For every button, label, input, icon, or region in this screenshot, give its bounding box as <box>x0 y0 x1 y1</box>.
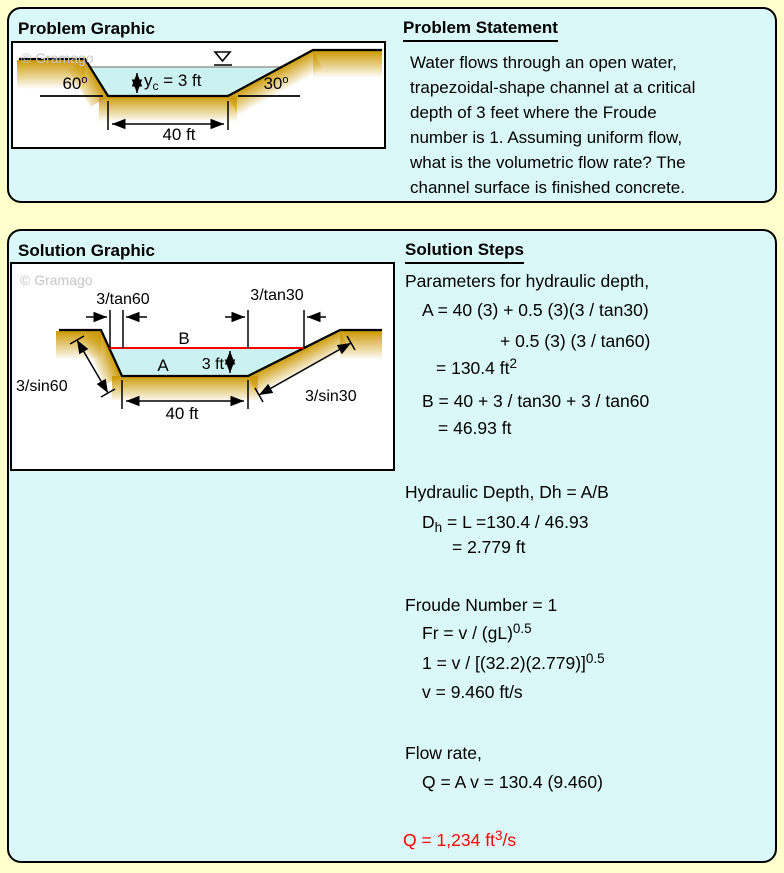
area-label: A <box>157 356 169 375</box>
solution-line: A = 40 (3) + 0.5 (3)(3 / tan30) <box>422 300 649 320</box>
top-width-label: B <box>178 329 190 348</box>
angle-right-label: 30$^o$ <box>263 74 289 93</box>
solution-steps-title-text: Solution Steps <box>405 240 524 264</box>
solution-panel <box>7 229 777 863</box>
watermark: © Gramago <box>21 50 94 66</box>
statement-line: Water flows through an open water, <box>410 53 677 72</box>
problem-statement-title <box>403 18 558 42</box>
problem-channel-diagram <box>13 43 384 147</box>
tan30-label: 3/tan30 <box>250 287 304 304</box>
problem-graphic-box <box>11 41 386 149</box>
projection-ticks <box>110 310 304 348</box>
solution-line: Parameters for hydraulic depth, <box>405 271 650 291</box>
problem-statement-title-text: Problem Statement <box>403 18 558 42</box>
bottom-width-label: 40 ft <box>162 125 196 144</box>
bottom-width-label: 40 ft <box>165 404 199 423</box>
solution-line: Q = A v = 130.4 (9.460) <box>422 772 603 792</box>
solution-channel-diagram <box>12 264 393 469</box>
sin60-label: 3/sin60 <box>16 378 68 395</box>
problem-panel <box>7 7 777 203</box>
solution-line: = 130.4 $ft^2$ <box>436 356 517 378</box>
tan60-label: 3/tan60 <box>96 291 150 308</box>
solution-graphic-title-text: Solution Graphic <box>18 241 155 260</box>
angle-left-label: 60$^o$ <box>62 74 88 93</box>
solution-line: $D_h = L =130.4 / 46.93$ <box>422 512 589 535</box>
solution-line: Fr = v / (gL)$^{0.5}$ <box>422 621 532 643</box>
depth-label: 3 ft <box>201 356 224 373</box>
statement-line: what is the volumetric flow rate? The <box>410 153 686 172</box>
solution-line: Flow rate, <box>405 743 482 763</box>
solution-line: Hydraulic Depth, Dh = A/B <box>405 482 609 502</box>
solution-line: = 2.779 ft <box>452 537 526 557</box>
solution-graphic-title <box>18 241 155 261</box>
sin30-label: 3/sin30 <box>305 388 357 405</box>
solution-line: $1 = v / [(32.2)(2.779)]^{0.5}$ <box>422 651 605 673</box>
water-level-symbol <box>214 52 232 65</box>
statement-line: number is 1. Assuming uniform flow, <box>410 128 683 147</box>
solution-steps-title <box>405 240 524 264</box>
watermark: © Gramago <box>20 272 93 288</box>
solution-line: = 46.93 ft <box>438 418 512 438</box>
statement-line: trapezoidal-shape channel at a critical <box>410 78 696 97</box>
problem-graphic-title-text: Problem Graphic <box>18 19 155 38</box>
solution-line: B = 40 + 3 / tan30 + 3 / tan60 <box>422 391 650 411</box>
critical-depth-label: $y_c = 3$ ft <box>144 71 202 93</box>
solution-line: + 0.5 (3) (3 / tan60) <box>500 331 651 351</box>
problem-graphic-title <box>18 19 155 39</box>
statement-line: channel surface is finished concrete. <box>410 178 685 197</box>
solution-answer: Q = 1,234 $ft^3/s$ <box>403 828 517 850</box>
solution-graphic-box <box>10 262 395 471</box>
solution-line: v = 9.460 ft/s <box>422 682 523 702</box>
solution-line: Froude Number = 1 <box>405 595 558 615</box>
statement-line: depth of 3 feet where the Froude <box>410 103 657 122</box>
problem-statement-text <box>410 50 775 200</box>
